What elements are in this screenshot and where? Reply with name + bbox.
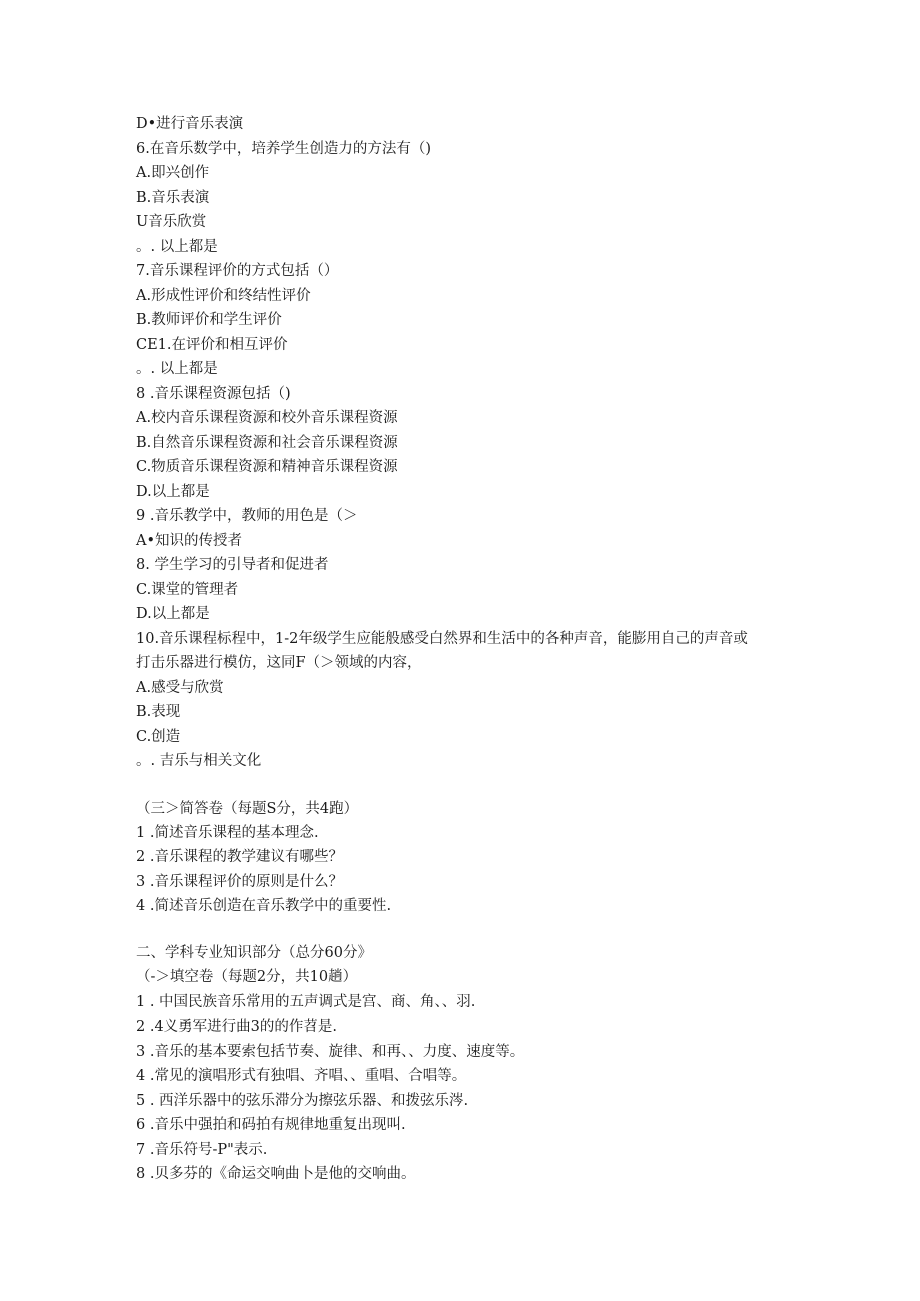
fill-blank-4: 4 .常见的演唱形式有独唱、齐唱、、重唱、合唱等。 [136, 1068, 467, 1084]
q7-option-d: 。. 以上都是 [136, 361, 218, 377]
short-answer-1: 1 .简述音乐课程的基本理念. [136, 825, 319, 841]
q9-option-c: C.课堂的管理者 [136, 582, 239, 598]
option-d-perform: D•进行音乐表演 [136, 116, 244, 132]
q10-option-a: A.感受与欣赏 [136, 680, 224, 696]
q10-option-b: B.表现 [136, 704, 181, 720]
fill-blank-3: 3 .音乐的基本要索包括节奏、旋律、和再、、力度、速度等。 [136, 1044, 525, 1060]
short-answer-3: 3 .音乐课程评价的原则是什么？ [136, 874, 343, 890]
part-two-heading: 二、学科专业知识部分（总分60分》 [136, 945, 372, 961]
question-10-line-2: 打击乐器进行模仿，这同F（＞领域的内容， [136, 655, 422, 671]
short-answer-4: 4 .简述音乐创造在音乐教学中的重要性. [136, 898, 392, 914]
fill-blank-6: 6 .音乐中强拍和码拍有规律地重复出现叫. [136, 1117, 406, 1133]
short-answer-2: 2 .音乐课程的教学建议有哪些？ [136, 849, 343, 865]
q7-option-a: A.形成性评价和终结性评价 [136, 288, 311, 304]
q10-option-d: 。. 吉乐与相关文化 [136, 753, 262, 769]
q6-option-a: A.即兴创作 [136, 165, 210, 181]
question-6: 6.在音乐数学中，培养学生创造力的方法有（) [136, 141, 431, 157]
question-7: 7.音乐课程评价的方式包括（） [136, 263, 339, 279]
fill-blank-8: 8 .贝多芬的《命运交响曲卜是他的交响曲。 [136, 1166, 416, 1182]
question-9: 9 .音乐教学中，教师的用色是（＞ [136, 508, 358, 524]
q8-option-c: C.物质音乐课程资源和精神音乐课程资源 [136, 459, 398, 475]
fill-blank-2: 2 .4义勇军进行曲3的的作苕是. [136, 1019, 338, 1035]
q8-option-b: B.自然音乐课程资源和社会音乐课程资源 [136, 435, 398, 451]
q7-option-c: CE1.在评价和相互评价 [136, 337, 288, 353]
q9-option-b: 8. 学生学习的引导者和促进者 [136, 557, 329, 573]
fill-blank-1: 1 . 中国民族音乐常用的五声调式是宫、商、角、、羽. [136, 994, 476, 1010]
section-short-answer-heading: （三＞简答卷（每题S分，共4跑） [136, 801, 359, 817]
q6-option-c: U音乐欣赏 [136, 214, 207, 230]
fill-blank-5: 5 . 西洋乐器中的弦乐滞分为擦弦乐器、和拨弦乐涔. [136, 1093, 469, 1109]
q6-option-d: 。. 以上都是 [136, 239, 218, 255]
q7-option-b: B.教师评价和学生评价 [136, 312, 282, 328]
q6-option-b: B.音乐表演 [136, 190, 210, 206]
q8-option-a: A.校内音乐课程资源和校外音乐课程资源 [136, 410, 398, 426]
q10-option-c: C.创造 [136, 729, 181, 745]
q9-option-a: A•知识的传授者 [136, 533, 243, 549]
q9-option-d: D.以上都是 [136, 606, 210, 622]
fill-blank-7: 7 .音乐符号-P"表示. [136, 1142, 268, 1158]
question-8: 8 .音乐课程资源包括（) [136, 386, 291, 402]
question-10-line-1: 10.音乐课程标程中，1-2年级学生应能般感受白然界和生活中的各种声音，能膨用自己的声音或 [136, 631, 748, 647]
q8-option-d: D.以上都是 [136, 484, 210, 500]
fill-blank-heading: （-＞填空卷（每题2分，共10趟） [136, 969, 358, 985]
